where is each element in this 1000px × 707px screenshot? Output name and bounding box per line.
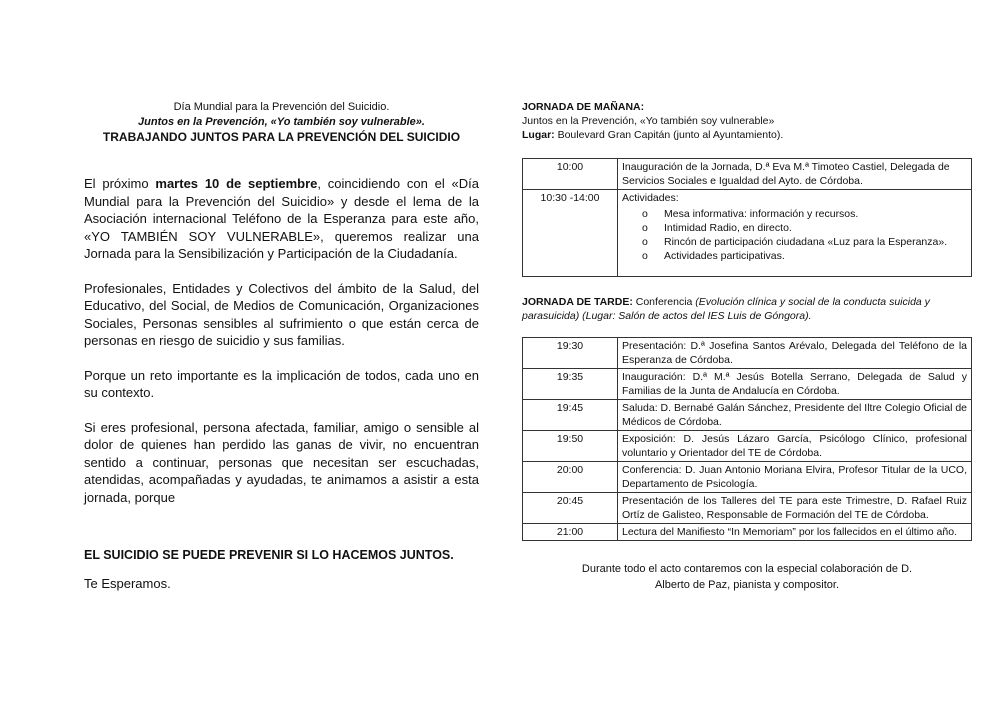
- schedule-time: 19:50: [523, 431, 618, 462]
- schedule-time: 21:00: [523, 524, 618, 541]
- intro-date: martes 10 de septiembre: [155, 176, 318, 191]
- bullet-icon: o: [642, 208, 648, 220]
- morning-place-label: Lugar:: [522, 129, 555, 141]
- table-row: [523, 462, 972, 493]
- header-line-2: Juntos en la Prevención, «Yo también soy vulnerable».: [138, 116, 425, 128]
- morning-header: [522, 100, 972, 142]
- afternoon-title: JORNADA DE TARDE:: [522, 296, 633, 308]
- schedule-desc: [618, 190, 972, 277]
- header-line-3: TRABAJANDO JUNTOS PARA LA PREVENCIÓN DEL SUICIDIO: [102, 130, 461, 144]
- schedule-desc: Presentación de los Talleres del TE para este Trimestre, D. Rafael Ruiz Ortíz de Galisteo, Responsable de Formación del TE de Córdoba.: [618, 493, 972, 524]
- list-item: [642, 235, 967, 249]
- schedule-desc: Presentación: D.ª Josefina Santos Arévalo, Delegada del Teléfono de la Esperanza de Córdoba.: [618, 338, 972, 369]
- intro-pre: El próximo: [84, 176, 156, 191]
- closing-line-2: Alberto de Paz, pianista y compositor.: [654, 579, 840, 591]
- morning-place-value: Boulevard Gran Capitán (junto al Ayuntamiento).: [554, 129, 784, 141]
- list-item: [642, 221, 967, 235]
- document-header: [84, 100, 479, 145]
- activity-text: Mesa informativa: información y recursos.: [664, 208, 859, 220]
- schedule-time: 10:30 -14:00: [523, 190, 618, 277]
- intro-paragraph: [84, 175, 479, 263]
- challenge-paragraph: Porque un reto importante es la implicación de todos, cada uno en su contexto.: [84, 367, 479, 400]
- closing-line-1: Durante todo el acto contaremos con la especial colaboración de D.: [581, 563, 913, 575]
- bullet-icon: o: [642, 236, 648, 248]
- list-item: [642, 207, 967, 221]
- table-row: [523, 400, 972, 431]
- morning-title: JORNADA DE MAÑANA:: [522, 101, 645, 113]
- morning-place: [522, 128, 972, 142]
- left-column: [84, 100, 479, 591]
- activity-text: Rincón de participación ciudadana «Luz para la Esperanza».: [664, 236, 948, 248]
- header-line-1: Día Mundial para la Prevención del Suicidio.: [173, 101, 390, 113]
- table-row: [523, 190, 972, 277]
- slogan: EL SUICIDIO SE PUEDE PREVENIR SI LO HACEMOS JUNTOS.: [84, 548, 454, 562]
- afternoon-schedule-table: [522, 337, 972, 541]
- morning-schedule-table: [522, 158, 972, 277]
- right-column: [522, 100, 972, 593]
- list-item: [642, 249, 967, 263]
- afternoon-header: [522, 295, 972, 323]
- closing-note: [522, 561, 972, 593]
- table-row: [523, 493, 972, 524]
- schedule-desc: Inauguración de la Jornada, D.ª Eva M.ª Timoteo Castiel, Delegada de Servicios Sociales e Igualdad del Ayto. de Córdoba.: [618, 159, 972, 190]
- afternoon-type: Conferencia: [632, 296, 696, 308]
- invitation-paragraph: Si eres profesional, persona afectada, familiar, amigo o sensible al dolor de quienes han perdido las ganas de vivir, no encuentran sentido a continuar, personas que necesitan ser escuchadas, atendidas, acompañadas y ayudadas, te animamos a asistir a esta jornada, porque: [84, 419, 479, 505]
- activity-text: Actividades participativas.: [664, 250, 785, 262]
- activities-list: [622, 207, 967, 263]
- activity-text: Intimidad Radio, en directo.: [664, 222, 792, 234]
- schedule-time: 20:00: [523, 462, 618, 493]
- activities-label: Actividades:: [622, 192, 679, 204]
- farewell: Te Esperamos.: [84, 576, 171, 591]
- schedule-desc: Exposición: D. Jesús Lázaro García, Psicólogo Clínico, profesional voluntario y Orientador del TE de Córdoba.: [618, 431, 972, 462]
- afternoon-topic: (Evolución clínica y social de la conducta suicida y parasuicida) (Lugar: Salón de actos del IES Luis de Góngora).: [522, 296, 930, 322]
- schedule-time: 19:35: [523, 369, 618, 400]
- morning-subtitle: Juntos en la Prevención, «Yo también soy vulnerable»: [522, 115, 775, 127]
- schedule-time: 19:45: [523, 400, 618, 431]
- intro-post: , coincidiendo con el «Día Mundial para la Prevención del Suicidio» y desde el lema de la Asociación internacional Teléfono de la Esperanza para este año, «YO TAMBIÉN SOY VULNERABLE», queremos realizar una Jornada para la Sensibilización y Participación de la Ciudadanía.: [84, 176, 480, 261]
- schedule-time: 10:00: [523, 159, 618, 190]
- table-row: [523, 369, 972, 400]
- bullet-icon: o: [642, 222, 648, 234]
- table-row: [523, 338, 972, 369]
- table-row: [523, 159, 972, 190]
- schedule-desc: Lectura del Manifiesto “In Memoriam” por los fallecidos en el último año.: [618, 524, 972, 541]
- schedule-desc: Saluda: D. Bernabé Galán Sánchez, Presidente del Iltre Colegio Oficial de Médicos de Córdoba.: [618, 400, 972, 431]
- audience-paragraph: Profesionales, Entidades y Colectivos del ámbito de la Salud, del Educativo, del Social, de Medios de Comunicación, Organizaciones Sociales, Personas sensibles al sufrimiento o que están cerca de personas en riesgo de suicidio y sus familias.: [84, 280, 479, 348]
- table-row: [523, 431, 972, 462]
- schedule-desc: Inauguración: D.ª M.ª Jesús Botella Serrano, Delegada de Salud y Familias de la Junta de Andalucía en Córdoba.: [618, 369, 972, 400]
- schedule-desc: Conferencia: D. Juan Antonio Moriana Elvira, Profesor Titular de la UCO, Departamento de Psicología.: [618, 462, 972, 493]
- schedule-time: 19:30: [523, 338, 618, 369]
- table-row: [523, 524, 972, 541]
- schedule-time: 20:45: [523, 493, 618, 524]
- bullet-icon: o: [642, 250, 648, 262]
